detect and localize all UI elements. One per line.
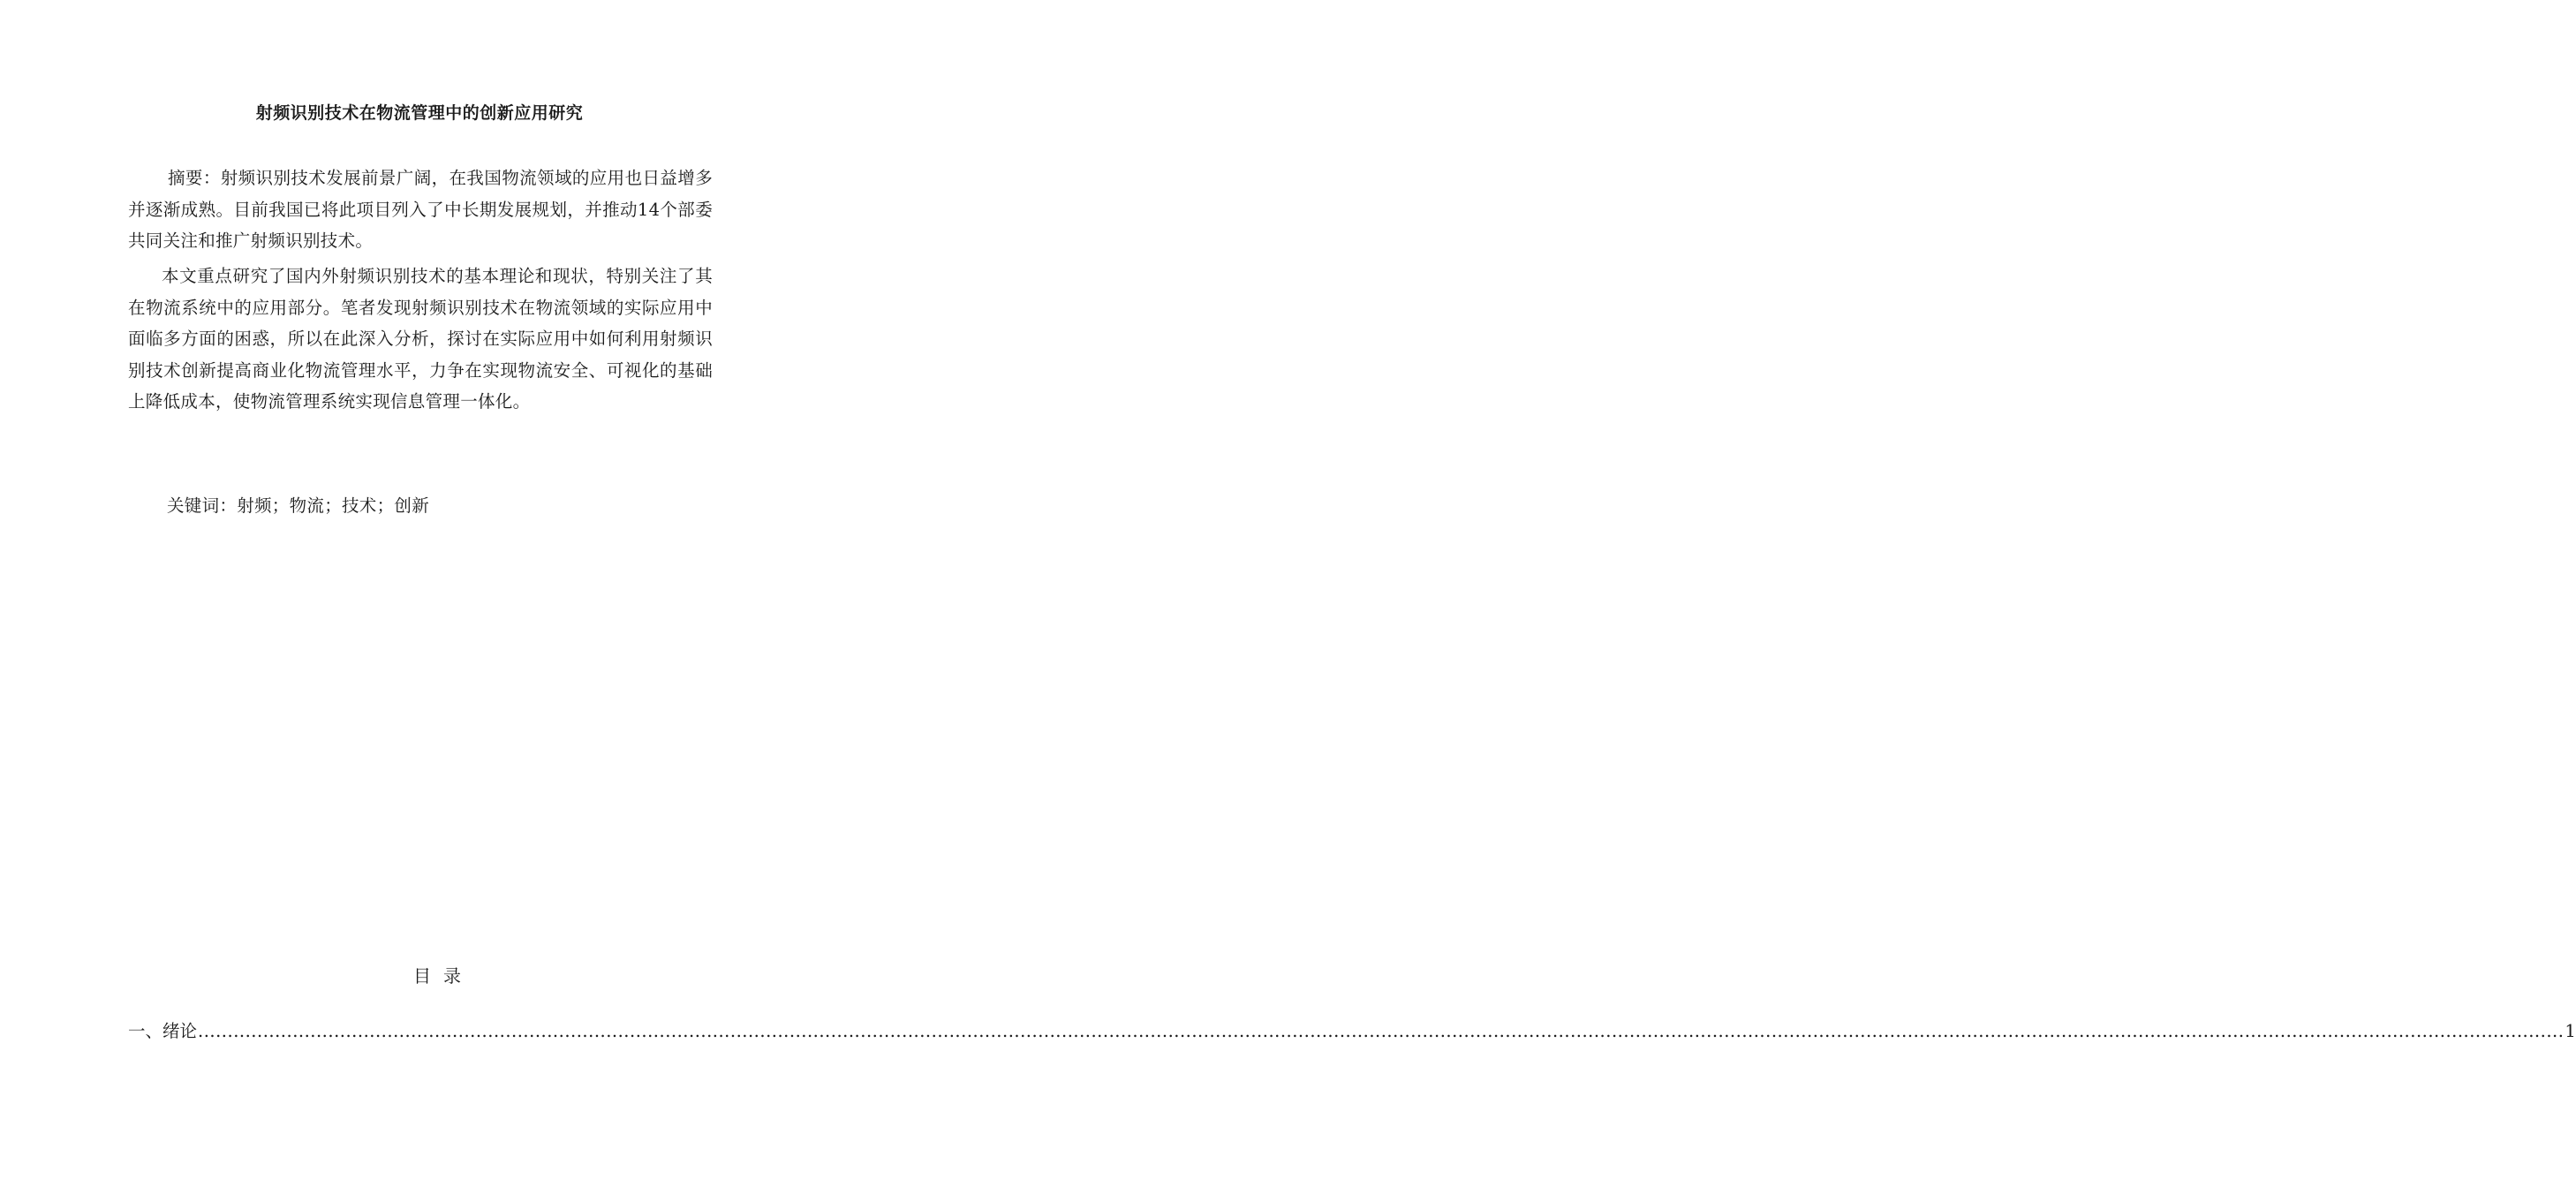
keywords-line: 关键词：射频；物流；技术；创新: [167, 495, 430, 516]
document-title: 射频识别技术在物流管理中的创新应用研究: [255, 103, 584, 123]
abstract-paragraph: 摘要：射频识别技术发展前景广阔，在我国物流领域的应用也日益增多并逐渐成熟。目前我国已将此项目列入了中长期发展规划，并推动14个部委共同关注和推广射频识别技术。: [128, 168, 713, 251]
toc-entry-label: 一、绪论: [128, 1021, 198, 1041]
body-paragraph: 本文重点研究了国内外射频识别技术的基本理论和现状，特别关注了其在物流系统中的应用部分。笔者发现射频识别技术在物流领域的实际应用中面临多方面的困惑，所以在此深入分析，探讨在实际应用中如何利用射频识别技术创新提高商业化物流管理水平，力争在实现物流安全、可视化的基础上降低成本，使物流管理系统实现信息管理一体化。: [128, 266, 713, 412]
toc-heading: 目录: [413, 965, 473, 987]
toc-entry-page: 1: [2565, 1021, 2576, 1041]
toc-leader-dots: ................................................................................................................................................................................................................................................................................................................................................................................................................: [198, 1021, 2565, 1041]
toc-entry[interactable]: [128, 1016, 2576, 1047]
